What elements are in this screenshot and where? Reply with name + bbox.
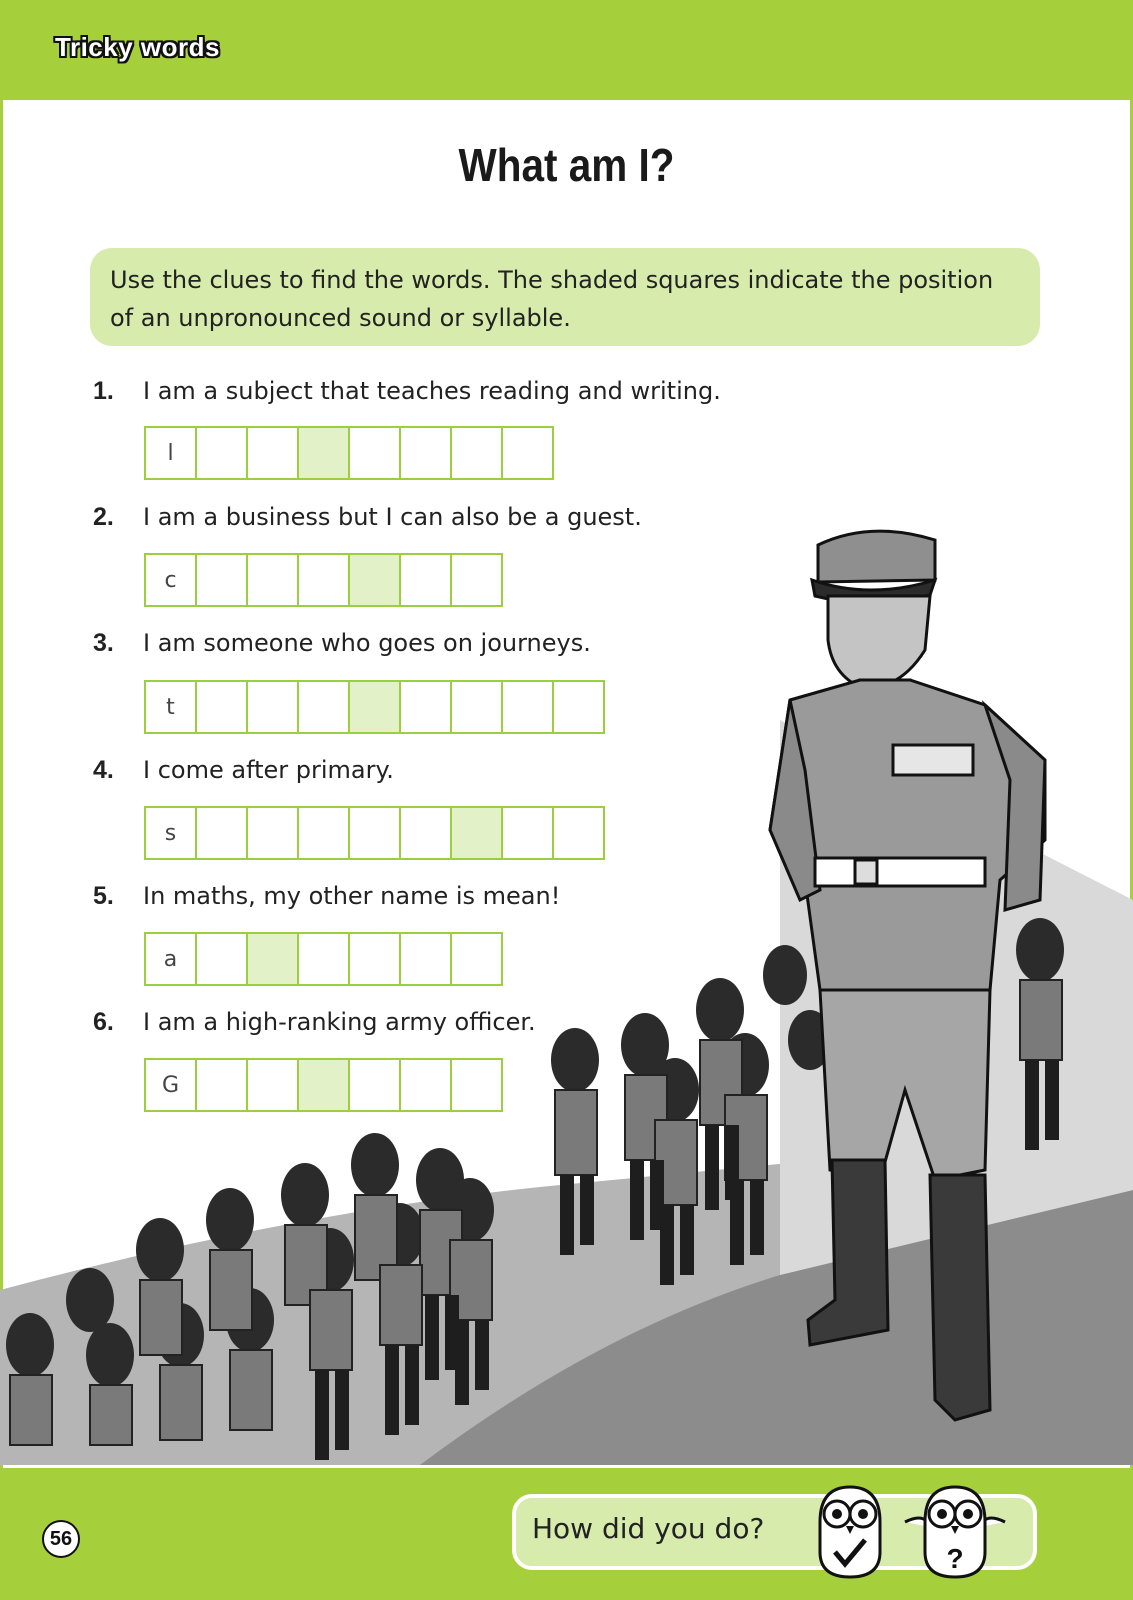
grid-cell[interactable] bbox=[195, 806, 248, 860]
grid-cell[interactable] bbox=[450, 932, 503, 986]
grid-cell[interactable] bbox=[195, 932, 248, 986]
answer-grid-4 bbox=[144, 806, 605, 860]
grid-cell[interactable] bbox=[552, 680, 605, 734]
grid-cell-shaded[interactable] bbox=[348, 680, 401, 734]
grid-cell[interactable] bbox=[348, 932, 401, 986]
grid-cell-first-letter[interactable]: t bbox=[144, 680, 197, 734]
grid-cell-shaded[interactable] bbox=[348, 553, 401, 607]
grid-cell-first-letter[interactable]: s bbox=[144, 806, 197, 860]
clue-text: I am someone who goes on journeys. bbox=[143, 629, 591, 657]
grid-cell[interactable] bbox=[450, 553, 503, 607]
clue-3 bbox=[93, 629, 591, 658]
page-title: What am I? bbox=[458, 139, 675, 191]
grid-cell[interactable] bbox=[399, 932, 452, 986]
clue-number: 5. bbox=[93, 882, 114, 910]
grid-cell[interactable] bbox=[450, 680, 503, 734]
clue-text: I am a business but I can also be a guest. bbox=[143, 503, 642, 531]
section-tag: Tricky words bbox=[55, 32, 220, 62]
grid-cell-first-letter[interactable]: l bbox=[144, 426, 197, 480]
grid-cell[interactable] bbox=[246, 680, 299, 734]
grid-cell[interactable] bbox=[450, 426, 503, 480]
grid-cell[interactable] bbox=[348, 1058, 401, 1112]
owl-question-icon[interactable] bbox=[900, 1482, 1010, 1582]
grid-cell-shaded[interactable] bbox=[450, 806, 503, 860]
grid-cell[interactable] bbox=[246, 553, 299, 607]
clue-number: 1. bbox=[93, 377, 114, 405]
grid-cell[interactable] bbox=[246, 806, 299, 860]
page-number: 56 bbox=[42, 1520, 80, 1558]
grid-cell[interactable] bbox=[195, 553, 248, 607]
clue-6 bbox=[93, 1008, 536, 1037]
answer-grid-6 bbox=[144, 1058, 503, 1112]
grid-cell[interactable] bbox=[399, 806, 452, 860]
clue-4 bbox=[93, 756, 394, 785]
grid-cell[interactable] bbox=[195, 426, 248, 480]
grid-cell[interactable] bbox=[399, 426, 452, 480]
clue-number: 3. bbox=[93, 629, 114, 657]
grid-cell[interactable] bbox=[348, 426, 401, 480]
clue-number: 2. bbox=[93, 503, 114, 531]
grid-cell[interactable] bbox=[195, 680, 248, 734]
instructions-box: Use the clues to find the words. The shaded squares indicate the position of an unpronounced sound or syllable. bbox=[90, 248, 1040, 346]
answer-grid-5 bbox=[144, 932, 503, 986]
clue-number: 4. bbox=[93, 756, 114, 784]
clue-text: I am a subject that teaches reading and writing. bbox=[143, 377, 721, 405]
grid-cell[interactable] bbox=[399, 1058, 452, 1112]
grid-cell-first-letter[interactable]: a bbox=[144, 932, 197, 986]
grid-cell[interactable] bbox=[552, 806, 605, 860]
grid-cell[interactable] bbox=[297, 932, 350, 986]
answer-grid-1 bbox=[144, 426, 554, 480]
grid-cell[interactable] bbox=[501, 806, 554, 860]
grid-cell-shaded[interactable] bbox=[297, 1058, 350, 1112]
clue-text: I come after primary. bbox=[143, 756, 394, 784]
clue-text: In maths, my other name is mean! bbox=[143, 882, 561, 910]
grid-cell[interactable] bbox=[450, 1058, 503, 1112]
svg-text:?: ? bbox=[946, 1543, 964, 1574]
clue-2 bbox=[93, 503, 642, 532]
grid-cell[interactable] bbox=[246, 426, 299, 480]
grid-cell-first-letter[interactable]: c bbox=[144, 553, 197, 607]
grid-cell[interactable] bbox=[348, 806, 401, 860]
grid-cell[interactable] bbox=[297, 806, 350, 860]
owl-tick-icon[interactable] bbox=[810, 1482, 890, 1582]
grid-cell[interactable] bbox=[297, 553, 350, 607]
clue-number: 6. bbox=[93, 1008, 114, 1036]
grid-cell[interactable] bbox=[297, 680, 350, 734]
grid-cell[interactable] bbox=[399, 553, 452, 607]
feedback-prompt: How did you do? bbox=[532, 1512, 765, 1545]
grid-cell[interactable] bbox=[399, 680, 452, 734]
clue-5 bbox=[93, 882, 560, 911]
grid-cell[interactable] bbox=[246, 1058, 299, 1112]
answer-grid-2 bbox=[144, 553, 503, 607]
grid-cell[interactable] bbox=[195, 1058, 248, 1112]
grid-cell-shaded[interactable] bbox=[246, 932, 299, 986]
clue-1 bbox=[93, 377, 721, 406]
grid-cell-first-letter[interactable]: G bbox=[144, 1058, 197, 1112]
grid-cell[interactable] bbox=[501, 680, 554, 734]
clue-text: I am a high-ranking army officer. bbox=[143, 1008, 536, 1036]
answer-grid-3 bbox=[144, 680, 605, 734]
grid-cell[interactable] bbox=[501, 426, 554, 480]
grid-cell-shaded[interactable] bbox=[297, 426, 350, 480]
